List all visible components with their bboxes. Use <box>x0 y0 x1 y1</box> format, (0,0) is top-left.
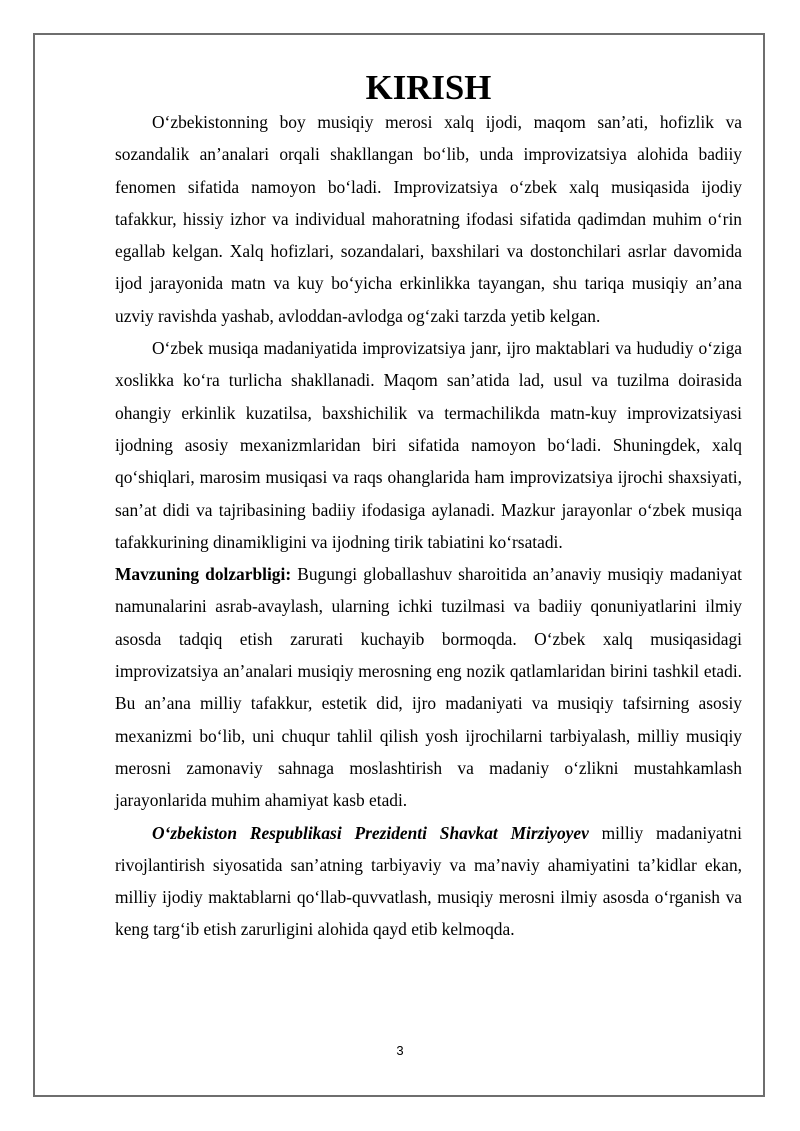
paragraph-relevance <box>115 558 742 816</box>
paragraph-improvisation-forms: O‘zbek musiqa madaniyatida improvizatsiya janr, ijro maktablari va hududiy o‘ziga xoslikka ko‘ra turlicha shakllanadi. Maqom san’atida lad, usul va tuzilma doirasida ohangiy erkinlik kuzatilsa, baxshichilik va termachilikda matn-kuy improvizatsiyasi ijodning asosiy mexanizmlaridan biri sifatida namoyon bo‘ladi. Shuningdek, xalq qo‘shiqlari, marosim musiqasi va raqs ohanglarida ham improvizatsiya ijrochi shaxsiyati, san’at didi va tajribasining badiiy ifodasiga aylanadi. Mazkur jarayonlar o‘zbek musiqa tafakkurining dinamikligini va ijodning tirik tabiatini ko‘rsatadi. <box>115 338 742 552</box>
relevance-heading: Mavzuning dolzarbligi: <box>115 564 292 585</box>
document-title: KIRISH <box>365 68 492 107</box>
page-number: 3 <box>396 1043 404 1058</box>
relevance-text: Bugungi globallashuv sharoitida an’anaviy musiqiy madaniyat namunalarini asrab-avaylash, ularning ichki tuzilmasi va badiiy qonuniyatlarini ilmiy asosda tadqiq etish zarurati kuchayib bormoqda. O‘zbek xalq musiqasidagi improvizatsiya an’analari musiqiy merosning eng nozik qatlamlaridan birini tashkil etadi. Bu an’ana milliy tafakkur, estetik did, ijro madaniyati va musiqiy tafsirning asosiy mexanizmi bo‘lib, uni chuqur tahlil qilish yosh ijrochilarni tarbiyalash, milliy musiqiy merosni zamonaviy sahnaga moslashtirish va madaniy o‘zlikni mustahkamlash jarayonlarida muhim ahamiyat kasb etadi. <box>115 564 743 811</box>
document-body <box>115 68 743 946</box>
president-name: O‘zbekiston Respublikasi Prezidenti Shavkat Mirziyoyev <box>152 822 589 843</box>
paragraph-intro: O‘zbekistonning boy musiqiy merosi xalq ijodi, maqom san’ati, hofizlik va sozandalik an’analari orqali shakllangan bo‘lib, unda improvizatsiya alohida badiiy fenomen sifatida namoyon bo‘ladi. Improvizatsiya o‘zbek xalq musiqasida ijodiy tafakkur, hissiy izhor va individual mahoratning ifodasi sifatida qadimdan muhim o‘rin egallab kelgan. Xalq hofizlari, sozandalari, baxshilari va dostonchilari asrlar davomida ijod jarayonida matn va kuy bo‘yicha erkinlikka tayangan, shu tariqa musiqiy an’ana uzviy ravishda yashab, avloddan-avlodga og‘zaki tarzda yetib kelgan. <box>115 112 742 326</box>
paragraph-president <box>115 817 742 946</box>
president-text: milliy madaniyatni rivojlantirish siyosatida san’atning tarbiyaviy va ma’naviy ahamiyatini ta’kidlar ekan, milliy ijodiy maktablarni qo‘llab-quvvatlash, musiqiy merosni ilmiy asosda o‘rganish va keng targ‘ib etish zarurligini alohida qayd etib kelmoqda. <box>115 822 742 940</box>
